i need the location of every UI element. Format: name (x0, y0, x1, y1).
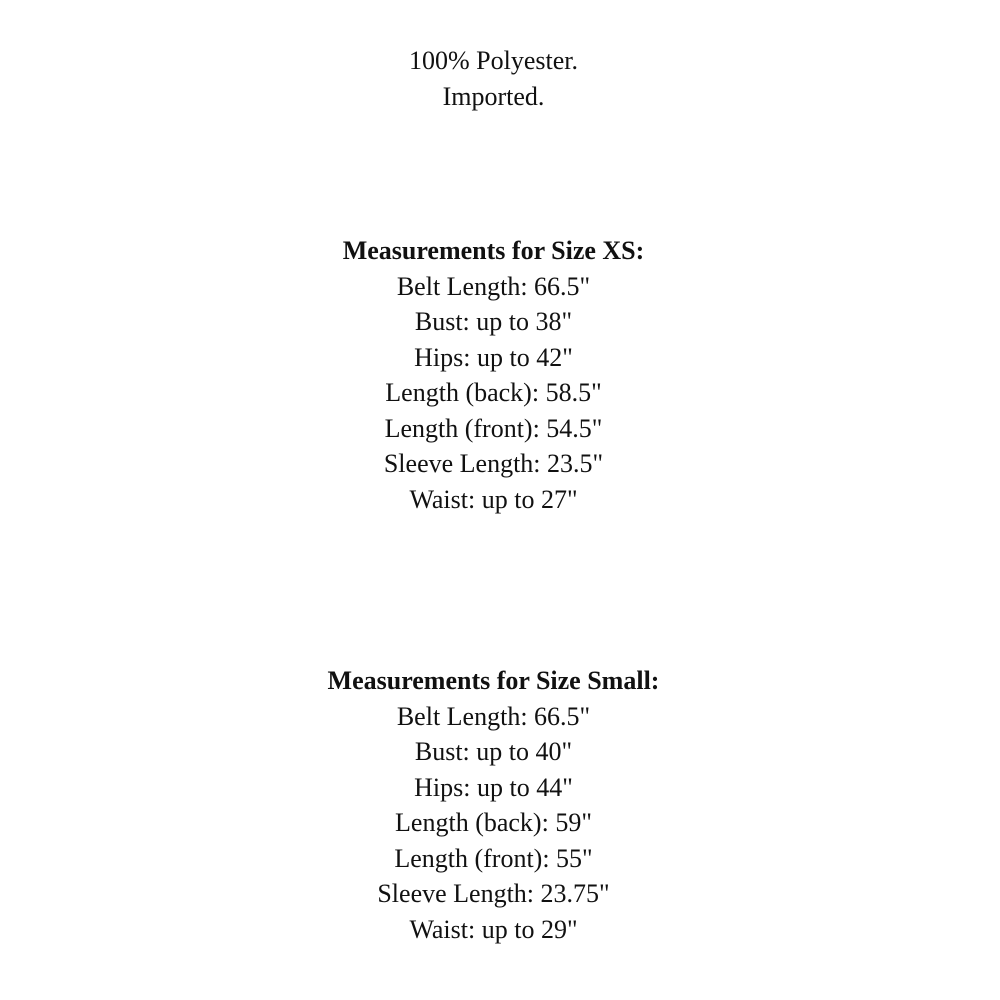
belt-length: Belt Length: 66.5" (396, 271, 591, 301)
bust: Bust: up to 40" (414, 737, 573, 766)
size-xs-heading: Measurements for Size XS: (342, 236, 645, 265)
belt-length: Belt Length: 66.5" (396, 701, 591, 731)
waist: Waist: up to 27" (409, 484, 578, 514)
hips: Hips: up to 42" (414, 342, 573, 372)
length-back: Length (back): 59" (395, 808, 592, 837)
length-front: Length (front): 54.5" (384, 413, 603, 443)
size-small-heading: Measurements for Size Small: (327, 666, 660, 695)
hips: Hips: up to 44" (414, 772, 573, 802)
size-small-measurements (0, 663, 987, 947)
origin-note: Imported. (442, 81, 545, 111)
sleeve-length: Sleeve Length: 23.75" (377, 879, 610, 908)
size-xs-measurements (0, 233, 987, 517)
length-back: Length (back): 58.5" (385, 378, 602, 407)
waist: Waist: up to 29" (409, 914, 578, 944)
material-composition: 100% Polyester. (409, 46, 578, 75)
bust: Bust: up to 38" (414, 307, 573, 336)
length-front: Length (front): 55" (394, 843, 593, 873)
sleeve-length: Sleeve Length: 23.5" (383, 449, 604, 478)
material-info (0, 43, 987, 114)
